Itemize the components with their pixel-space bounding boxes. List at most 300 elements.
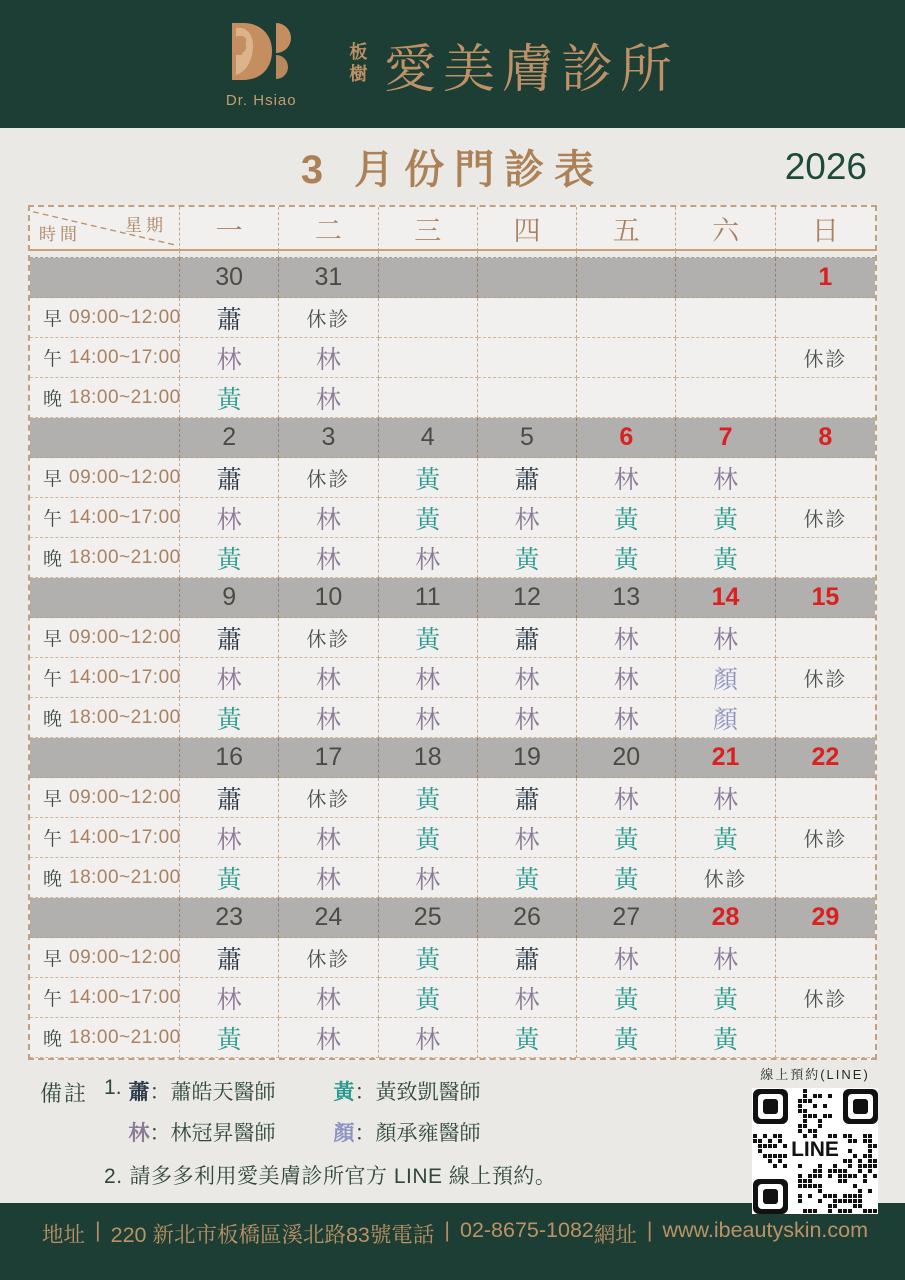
schedule-cell bbox=[478, 698, 577, 738]
day-header: 二 bbox=[279, 207, 378, 251]
schedule-cell bbox=[379, 378, 478, 418]
footer-website bbox=[594, 1218, 868, 1280]
schedule-cell bbox=[776, 818, 875, 858]
closed-label: 休診 bbox=[703, 869, 748, 891]
schedule-cell bbox=[478, 858, 577, 898]
doctor-label: 黃 bbox=[415, 505, 441, 534]
schedule-cell bbox=[279, 938, 378, 978]
schedule-cell bbox=[478, 1018, 577, 1058]
footer-item-label: 網址 bbox=[593, 1223, 637, 1247]
schedule-cell bbox=[478, 538, 577, 578]
time-range: 09:00~12:00 bbox=[69, 306, 181, 328]
schedule-cell bbox=[180, 858, 279, 898]
doctor-label: 林 bbox=[514, 665, 540, 694]
day-header: 日 bbox=[776, 207, 875, 251]
schedule-cell bbox=[776, 538, 875, 578]
schedule-cell bbox=[180, 538, 279, 578]
period-label: 午 bbox=[43, 669, 63, 690]
period-label: 早 bbox=[43, 309, 63, 330]
date-cell-empty bbox=[30, 418, 180, 458]
period-label: 早 bbox=[43, 949, 63, 970]
schedule-cell bbox=[676, 498, 775, 538]
period-label: 早 bbox=[43, 629, 63, 650]
date-cell: 12 bbox=[478, 578, 577, 618]
note-text: 請多多利用愛美膚診所官方 LINE 線上預約。 bbox=[129, 1165, 557, 1188]
footer-item-value: www.ibeautyskin.com bbox=[662, 1218, 869, 1242]
doctor-label: 林 bbox=[713, 785, 739, 814]
schedule-cell bbox=[776, 978, 875, 1018]
schedule-cell bbox=[676, 378, 775, 418]
footer-divider: | bbox=[444, 1218, 450, 1242]
period-label: 晚 bbox=[43, 709, 63, 730]
schedule-cell bbox=[676, 618, 775, 658]
legend-doctor-name: ：蕭皓天醫師 bbox=[149, 1081, 276, 1104]
doctor-label: 黃 bbox=[613, 985, 639, 1014]
footer-divider: | bbox=[95, 1218, 101, 1242]
time-label bbox=[30, 378, 180, 418]
doctor-label: 蕭 bbox=[216, 465, 242, 494]
doctor-label: 林 bbox=[315, 705, 341, 734]
doctor-label: 林 bbox=[216, 985, 242, 1014]
doctor-label: 林 bbox=[713, 945, 739, 974]
schedule-cell bbox=[279, 858, 378, 898]
date-cell-empty bbox=[30, 898, 180, 938]
day-header: 四 bbox=[478, 207, 577, 251]
time-label bbox=[30, 778, 180, 818]
schedule-cell bbox=[379, 618, 478, 658]
doctor-label: 林 bbox=[315, 1025, 341, 1054]
schedule-cell bbox=[279, 498, 378, 538]
doctor-label: 黃 bbox=[216, 545, 242, 574]
schedule-cell bbox=[379, 698, 478, 738]
day-header: 五 bbox=[577, 207, 676, 251]
month-title-bar bbox=[0, 128, 905, 205]
date-cell-empty bbox=[30, 738, 180, 778]
time-label bbox=[30, 658, 180, 698]
date-cell: 8 bbox=[776, 418, 875, 458]
doctor-label: 黃 bbox=[613, 505, 639, 534]
doctor-label: 林 bbox=[613, 945, 639, 974]
doctor-label: 蕭 bbox=[216, 945, 242, 974]
note-doctor-legend bbox=[104, 1076, 556, 1147]
footer-address bbox=[42, 1218, 391, 1280]
doctor-label: 黃 bbox=[216, 865, 242, 894]
legend-key: 林 bbox=[128, 1122, 150, 1145]
time-label bbox=[30, 698, 180, 738]
closed-label: 休診 bbox=[803, 349, 848, 371]
legend-key: 蕭 bbox=[128, 1081, 150, 1104]
date-cell bbox=[478, 258, 577, 298]
notes-heading: 備註 bbox=[40, 1081, 89, 1106]
branch-name: 板樹 bbox=[349, 42, 368, 84]
schedule-cell bbox=[379, 978, 478, 1018]
schedule-cell bbox=[379, 538, 478, 578]
schedule-cell bbox=[379, 498, 478, 538]
schedule-cell bbox=[279, 698, 378, 738]
date-cell: 11 bbox=[379, 578, 478, 618]
doctor-label: 林 bbox=[315, 825, 341, 854]
doctor-label: 林 bbox=[613, 625, 639, 654]
doctor-label: 林 bbox=[514, 505, 540, 534]
closed-label: 休診 bbox=[306, 789, 351, 811]
schedule-cell bbox=[180, 338, 279, 378]
time-range: 14:00~17:00 bbox=[69, 826, 181, 848]
schedule-cell bbox=[379, 658, 478, 698]
closed-label: 休診 bbox=[306, 469, 351, 491]
schedule-cell bbox=[478, 618, 577, 658]
footer-phone bbox=[391, 1218, 594, 1280]
schedule-cell bbox=[577, 938, 676, 978]
time-label bbox=[30, 338, 180, 378]
time-label bbox=[30, 938, 180, 978]
schedule-table bbox=[28, 205, 877, 1060]
schedule-cell bbox=[478, 658, 577, 698]
date-cell: 27 bbox=[577, 898, 676, 938]
day-header: 三 bbox=[379, 207, 478, 251]
date-cell: 29 bbox=[776, 898, 875, 938]
doctor-label: 黃 bbox=[713, 825, 739, 854]
time-label bbox=[30, 1018, 180, 1058]
line-qr-code bbox=[752, 1088, 878, 1214]
date-cell: 31 bbox=[279, 258, 378, 298]
doctor-label: 黃 bbox=[713, 505, 739, 534]
doctor-label: 黃 bbox=[613, 1025, 639, 1054]
doctor-label: 林 bbox=[315, 865, 341, 894]
doctor-label: 林 bbox=[514, 825, 540, 854]
schedule-cell bbox=[279, 978, 378, 1018]
doctor-label: 林 bbox=[216, 825, 242, 854]
date-cell: 24 bbox=[279, 898, 378, 938]
doctor-label: 黃 bbox=[713, 1025, 739, 1054]
notes-body bbox=[104, 1076, 556, 1203]
doctor-label: 林 bbox=[315, 385, 341, 414]
date-cell bbox=[676, 258, 775, 298]
schedule-cell bbox=[776, 378, 875, 418]
year-label: 2026 bbox=[784, 145, 867, 187]
clinic-name: 愛美膚診所 bbox=[384, 40, 680, 99]
legend-doctor-name: ：黃致凱醫師 bbox=[354, 1081, 481, 1104]
schedule-cell bbox=[478, 938, 577, 978]
schedule-cell bbox=[279, 378, 378, 418]
date-cell: 20 bbox=[577, 738, 676, 778]
doctor-label: 林 bbox=[415, 705, 441, 734]
period-label: 午 bbox=[43, 989, 63, 1010]
doctor-label: 黃 bbox=[216, 385, 242, 414]
doctor-label: 林 bbox=[315, 345, 341, 374]
table-corner bbox=[30, 207, 180, 251]
schedule-cell bbox=[676, 1018, 775, 1058]
date-cell: 16 bbox=[180, 738, 279, 778]
doctor-label: 林 bbox=[415, 545, 441, 574]
schedule-cell bbox=[577, 698, 676, 738]
schedule-cell bbox=[180, 698, 279, 738]
period-label: 晚 bbox=[43, 389, 63, 410]
schedule-cell bbox=[577, 1018, 676, 1058]
schedule-cell bbox=[676, 698, 775, 738]
doctor-label: 林 bbox=[613, 785, 639, 814]
period-label: 早 bbox=[43, 789, 63, 810]
doctor-label: 黃 bbox=[613, 545, 639, 574]
schedule-cell bbox=[379, 938, 478, 978]
time-range: 18:00~21:00 bbox=[69, 706, 181, 728]
qr-caption: 線上預約(LINE) bbox=[760, 1067, 870, 1082]
schedule-cell bbox=[776, 858, 875, 898]
date-cell: 22 bbox=[776, 738, 875, 778]
doctor-label: 黃 bbox=[216, 1025, 242, 1054]
schedule-cell bbox=[279, 298, 378, 338]
doctor-label: 黃 bbox=[713, 985, 739, 1014]
schedule-cell bbox=[478, 298, 577, 338]
time-range: 14:00~17:00 bbox=[69, 506, 181, 528]
doctor-label: 林 bbox=[216, 665, 242, 694]
schedule-cell bbox=[676, 778, 775, 818]
schedule-cell bbox=[379, 458, 478, 498]
schedule-cell bbox=[676, 658, 775, 698]
footer-item-value: 02-8675-1082 bbox=[459, 1218, 594, 1242]
time-label bbox=[30, 858, 180, 898]
doctor-label: 蕭 bbox=[216, 785, 242, 814]
schedule-cell bbox=[577, 298, 676, 338]
period-label: 午 bbox=[43, 829, 63, 850]
doctor-label: 林 bbox=[315, 665, 341, 694]
schedule-cell bbox=[577, 458, 676, 498]
date-cell: 5 bbox=[478, 418, 577, 458]
doctor-label: 林 bbox=[514, 705, 540, 734]
schedule-cell bbox=[577, 498, 676, 538]
legend-doctor-name: ：林冠昇醫師 bbox=[149, 1122, 276, 1145]
period-label: 午 bbox=[43, 349, 63, 370]
date-cell-empty bbox=[30, 578, 180, 618]
spacer bbox=[577, 251, 676, 258]
date-cell: 13 bbox=[577, 578, 676, 618]
time-range: 18:00~21:00 bbox=[69, 386, 181, 408]
schedule-cell bbox=[478, 818, 577, 858]
date-cell: 4 bbox=[379, 418, 478, 458]
schedule-cell bbox=[776, 618, 875, 658]
closed-label: 休診 bbox=[803, 989, 848, 1011]
clinic-logo bbox=[226, 22, 297, 109]
date-cell: 19 bbox=[478, 738, 577, 778]
doctor-label: 林 bbox=[315, 505, 341, 534]
doctor-label: 林 bbox=[415, 865, 441, 894]
time-range: 09:00~12:00 bbox=[69, 466, 181, 488]
schedule-cell bbox=[478, 338, 577, 378]
date-cell: 18 bbox=[379, 738, 478, 778]
schedule-cell bbox=[577, 658, 676, 698]
doctor-label: 黃 bbox=[613, 865, 639, 894]
svg-text:LINE: LINE bbox=[790, 1137, 839, 1161]
contact-footer bbox=[0, 1203, 905, 1280]
schedule-cell bbox=[379, 298, 478, 338]
notes-section bbox=[0, 1060, 905, 1203]
schedule-cell bbox=[676, 458, 775, 498]
footer-item-value: 220 新北市板橋區溪北路83號 bbox=[110, 1223, 392, 1247]
date-cell: 17 bbox=[279, 738, 378, 778]
footer-item-label: 地址 bbox=[42, 1223, 86, 1247]
doctor-label: 蕭 bbox=[514, 465, 540, 494]
doctor-label: 蕭 bbox=[216, 305, 242, 334]
legend-key: 顏 bbox=[333, 1122, 355, 1145]
doctor-label: 蕭 bbox=[514, 785, 540, 814]
date-cell: 14 bbox=[676, 578, 775, 618]
period-label: 晚 bbox=[43, 869, 63, 890]
schedule-cell bbox=[379, 338, 478, 378]
doctor-label: 林 bbox=[514, 985, 540, 1014]
date-cell: 23 bbox=[180, 898, 279, 938]
date-cell: 15 bbox=[776, 578, 875, 618]
spacer bbox=[676, 251, 775, 258]
time-range: 14:00~17:00 bbox=[69, 986, 181, 1008]
time-range: 09:00~12:00 bbox=[69, 786, 181, 808]
doctor-label: 林 bbox=[415, 1025, 441, 1054]
note-number: 2. bbox=[104, 1165, 123, 1188]
schedule-cell bbox=[577, 618, 676, 658]
schedule-cell bbox=[180, 818, 279, 858]
schedule-cell bbox=[180, 978, 279, 1018]
date-cell: 1 bbox=[776, 258, 875, 298]
doctor-label: 黃 bbox=[613, 825, 639, 854]
schedule-cell bbox=[676, 858, 775, 898]
schedule-cell bbox=[180, 618, 279, 658]
legend-entry bbox=[129, 1076, 276, 1106]
corner-time-label: 時間 bbox=[39, 225, 81, 244]
schedule-cell bbox=[776, 778, 875, 818]
doctor-label: 林 bbox=[613, 465, 639, 494]
doctor-label: 林 bbox=[216, 345, 242, 374]
doctor-label: 顏 bbox=[713, 705, 739, 734]
date-cell: 2 bbox=[180, 418, 279, 458]
legend-entry bbox=[334, 1117, 481, 1147]
schedule-cell bbox=[577, 378, 676, 418]
doctor-label: 黃 bbox=[514, 865, 540, 894]
schedule-cell bbox=[577, 858, 676, 898]
date-cell: 9 bbox=[180, 578, 279, 618]
schedule-cell bbox=[676, 338, 775, 378]
schedule-cell bbox=[180, 498, 279, 538]
closed-label: 休診 bbox=[306, 629, 351, 651]
time-label bbox=[30, 978, 180, 1018]
closed-label: 休診 bbox=[306, 309, 351, 331]
closed-label: 休診 bbox=[803, 669, 848, 691]
time-range: 18:00~21:00 bbox=[69, 866, 181, 888]
spacer bbox=[379, 251, 478, 258]
schedule-cell bbox=[478, 498, 577, 538]
spacer bbox=[776, 251, 875, 258]
doctor-label: 林 bbox=[315, 985, 341, 1014]
time-label bbox=[30, 818, 180, 858]
schedule-cell bbox=[180, 938, 279, 978]
doctor-label: 林 bbox=[315, 545, 341, 574]
doctor-label: 黃 bbox=[713, 545, 739, 574]
doctor-label: 黃 bbox=[415, 945, 441, 974]
time-range: 14:00~17:00 bbox=[69, 346, 181, 368]
schedule-cell bbox=[676, 538, 775, 578]
schedule-cell bbox=[577, 978, 676, 1018]
line-booking-block bbox=[743, 1064, 887, 1214]
legend-key: 黃 bbox=[333, 1081, 355, 1104]
schedule-cell bbox=[776, 698, 875, 738]
schedule-cell bbox=[379, 858, 478, 898]
doctor-legend bbox=[129, 1076, 481, 1147]
footer-divider: | bbox=[646, 1218, 653, 1242]
time-label bbox=[30, 298, 180, 338]
footer-item-label: 電話 bbox=[391, 1223, 435, 1247]
schedule-cell bbox=[577, 338, 676, 378]
time-range: 18:00~21:00 bbox=[69, 546, 181, 568]
time-range: 14:00~17:00 bbox=[69, 666, 181, 688]
doctor-label: 黃 bbox=[216, 705, 242, 734]
schedule-cell bbox=[180, 778, 279, 818]
note-line-booking bbox=[104, 1160, 556, 1190]
schedule-cell bbox=[279, 818, 378, 858]
schedule-cell bbox=[577, 778, 676, 818]
schedule-cell bbox=[180, 458, 279, 498]
closed-label: 休診 bbox=[803, 509, 848, 531]
schedule-cell bbox=[776, 938, 875, 978]
closed-label: 休診 bbox=[803, 829, 848, 851]
schedule-cell bbox=[676, 978, 775, 1018]
doctor-label: 黃 bbox=[415, 825, 441, 854]
time-range: 09:00~12:00 bbox=[69, 946, 181, 968]
date-cell: 30 bbox=[180, 258, 279, 298]
schedule-cell bbox=[776, 1018, 875, 1058]
doctor-label: 蕭 bbox=[514, 945, 540, 974]
date-cell: 21 bbox=[676, 738, 775, 778]
legend-entry bbox=[129, 1117, 276, 1147]
schedule-cell bbox=[379, 778, 478, 818]
schedule-cell bbox=[776, 338, 875, 378]
date-cell: 3 bbox=[279, 418, 378, 458]
clinic-title-group bbox=[349, 27, 679, 102]
doctor-label: 黃 bbox=[415, 785, 441, 814]
time-range: 18:00~21:00 bbox=[69, 1026, 181, 1048]
schedule-cell bbox=[279, 618, 378, 658]
time-label bbox=[30, 458, 180, 498]
page-title: 3 月份門診表 bbox=[300, 148, 605, 192]
legend-doctor-name: ：顏承雍醫師 bbox=[354, 1122, 481, 1145]
corner-weekday-label: 星期 bbox=[125, 216, 167, 235]
schedule-cell bbox=[279, 778, 378, 818]
spacer bbox=[478, 251, 577, 258]
schedule-cell bbox=[478, 978, 577, 1018]
schedule-cell bbox=[180, 1018, 279, 1058]
closed-label: 休診 bbox=[306, 949, 351, 971]
schedule-cell bbox=[676, 818, 775, 858]
spacer bbox=[180, 251, 279, 258]
spacer bbox=[30, 251, 180, 258]
day-header: 一 bbox=[180, 207, 279, 251]
period-label: 早 bbox=[43, 469, 63, 490]
schedule-cell bbox=[478, 778, 577, 818]
date-cell: 28 bbox=[676, 898, 775, 938]
doctor-label: 黃 bbox=[514, 1025, 540, 1054]
doctor-label: 林 bbox=[713, 465, 739, 494]
spacer bbox=[279, 251, 378, 258]
schedule-cell bbox=[776, 498, 875, 538]
period-label: 晚 bbox=[43, 1029, 63, 1050]
schedule-cell bbox=[676, 938, 775, 978]
note-number: 1. bbox=[104, 1076, 122, 1099]
schedule-cell bbox=[776, 298, 875, 338]
schedule-cell bbox=[379, 1018, 478, 1058]
time-label bbox=[30, 498, 180, 538]
schedule-cell bbox=[180, 378, 279, 418]
schedule-cell bbox=[478, 458, 577, 498]
schedule-cell bbox=[379, 818, 478, 858]
schedule-cell bbox=[279, 1018, 378, 1058]
period-label: 午 bbox=[43, 509, 63, 530]
doctor-label: 蕭 bbox=[216, 625, 242, 654]
